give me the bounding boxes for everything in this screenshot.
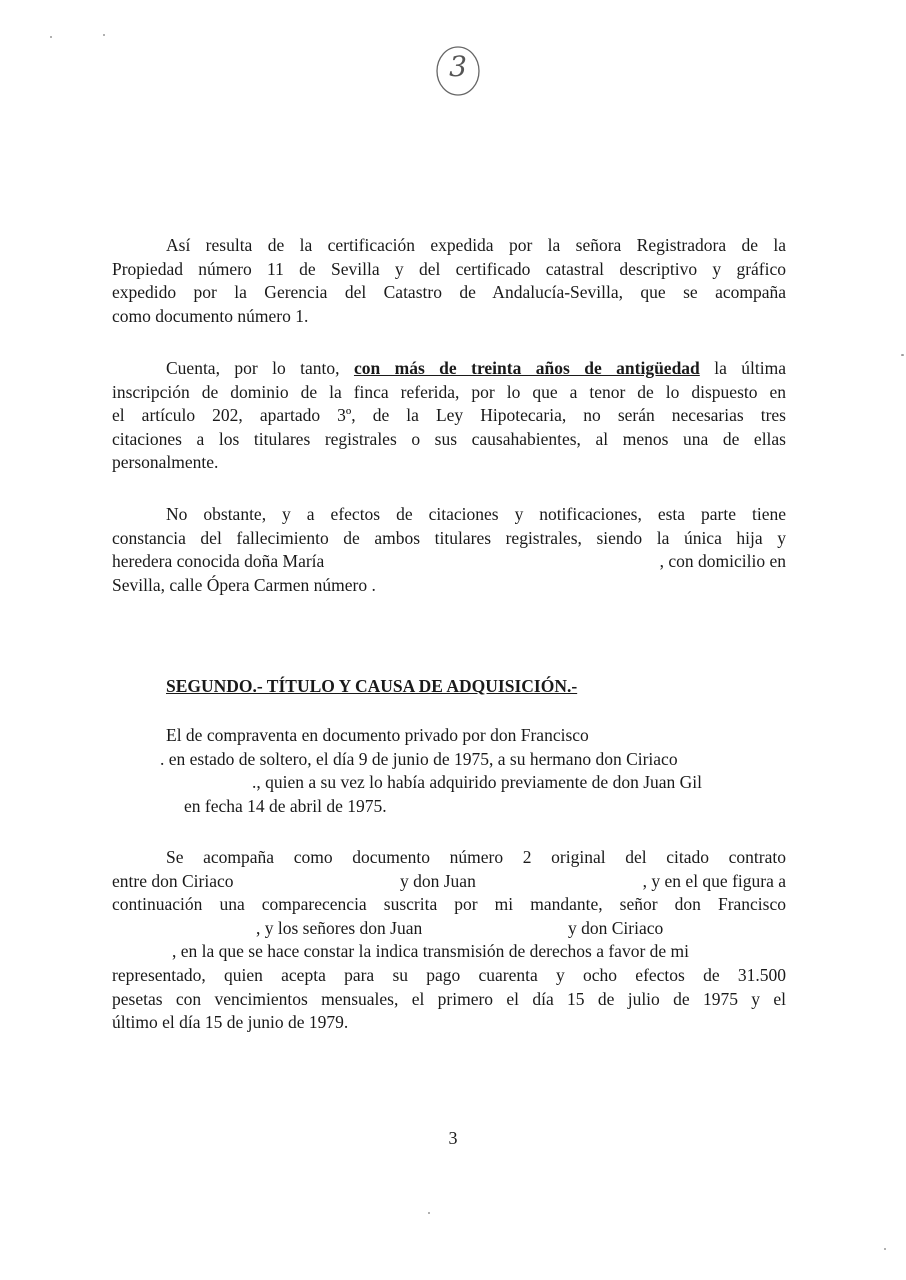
paragraph-compraventa: [112, 724, 786, 818]
section-heading: SEGUNDO.- TÍTULO Y CAUSA DE ADQUISICIÓN.-: [166, 676, 578, 696]
paragraph-antiguedad: [112, 357, 786, 475]
text-line: representado, quien acepta para su pago cuarenta y ocho efectos de 31.500: [112, 964, 786, 985]
emphasis-text: con más de treinta años de antigüedad: [353, 358, 700, 378]
text-line: el artículo 202, apartado 3º, de la Ley Hipotecaria, no serán necesarias tres: [112, 405, 786, 426]
scan-speck: [901, 354, 904, 356]
text-line: Propiedad número 11 de Sevilla y del certificado catastral descriptivo y gráfico: [112, 258, 786, 279]
scan-speck: [884, 1248, 886, 1250]
text-segment: y don Ciriaco: [568, 917, 664, 938]
scan-speck: [50, 36, 52, 38]
text-segment: , y en el que figura a: [642, 870, 786, 891]
text-segment: , y los señores don Juan: [256, 917, 423, 938]
text-line: El de compraventa en documento privado por don Francisco: [166, 725, 589, 745]
text-line: citaciones a los titulares registrales o sus causahabientes, al menos una de ellas: [112, 428, 786, 449]
text-line: en fecha 14 de abril de 1975.: [184, 795, 387, 816]
text-segment: , con domicilio en: [659, 551, 786, 572]
scan-speck: [428, 1212, 430, 1214]
text-line: como documento número 1.: [112, 305, 309, 326]
text-segment: entre don Ciriaco: [112, 870, 234, 891]
text-line: pesetas con vencimientos mensuales, el primero el día 15 de julio de 1975 y el: [112, 988, 786, 1009]
text-segment: y don Juan: [400, 870, 476, 891]
text-line: [112, 870, 786, 894]
text-segment: la última: [699, 358, 786, 378]
text-line: , en la que se hace constar la indica transmisión de derechos a favor de mi: [172, 941, 690, 962]
page-number: 3: [448, 1128, 458, 1148]
text-line: Se acompaña como documento número 2 original del citado contrato: [166, 847, 786, 867]
paragraph-documento-2: [112, 846, 786, 1035]
paragraph-certificacion: [112, 234, 786, 328]
page-stamp: [434, 44, 482, 98]
text-line: [112, 550, 786, 574]
text-line: ., quien a su vez lo había adquirido previamente de don Juan Gil: [252, 772, 703, 793]
text-line: . en estado de soltero, el día 9 de junio de 1975, a su hermano don Ciriaco: [160, 748, 678, 769]
stamp-number: 3: [449, 50, 467, 83]
text-segment: Cuenta, por lo tanto,: [166, 358, 354, 378]
text-line: [112, 917, 786, 941]
text-line: Sevilla, calle Ópera Carmen número .: [112, 574, 376, 595]
text-line: continuación una comparecencia suscrita por mi mandante, señor don Francisco: [112, 894, 786, 915]
text-line: [112, 357, 786, 381]
text-line: último el día 15 de junio de 1979.: [112, 1012, 349, 1033]
text-line: expedido por la Gerencia del Catastro de Andalucía-Sevilla, que se acompaña: [112, 282, 786, 303]
text-line: Así resulta de la certificación expedida por la señora Registradora de la: [166, 235, 786, 255]
text-line: No obstante, y a efectos de citaciones y notificaciones, esta parte tiene: [166, 504, 786, 524]
paragraph-citaciones: [112, 503, 786, 597]
text-segment: heredera conocida doña María: [112, 551, 325, 572]
scan-speck: [103, 34, 105, 36]
text-line: personalmente.: [112, 452, 219, 473]
text-line: constancia del fallecimiento de ambos titulares registrales, siendo la única hija y: [112, 527, 786, 548]
text-line: inscripción de dominio de la finca referida, por lo que a tenor de lo dispuesto en: [112, 381, 786, 402]
